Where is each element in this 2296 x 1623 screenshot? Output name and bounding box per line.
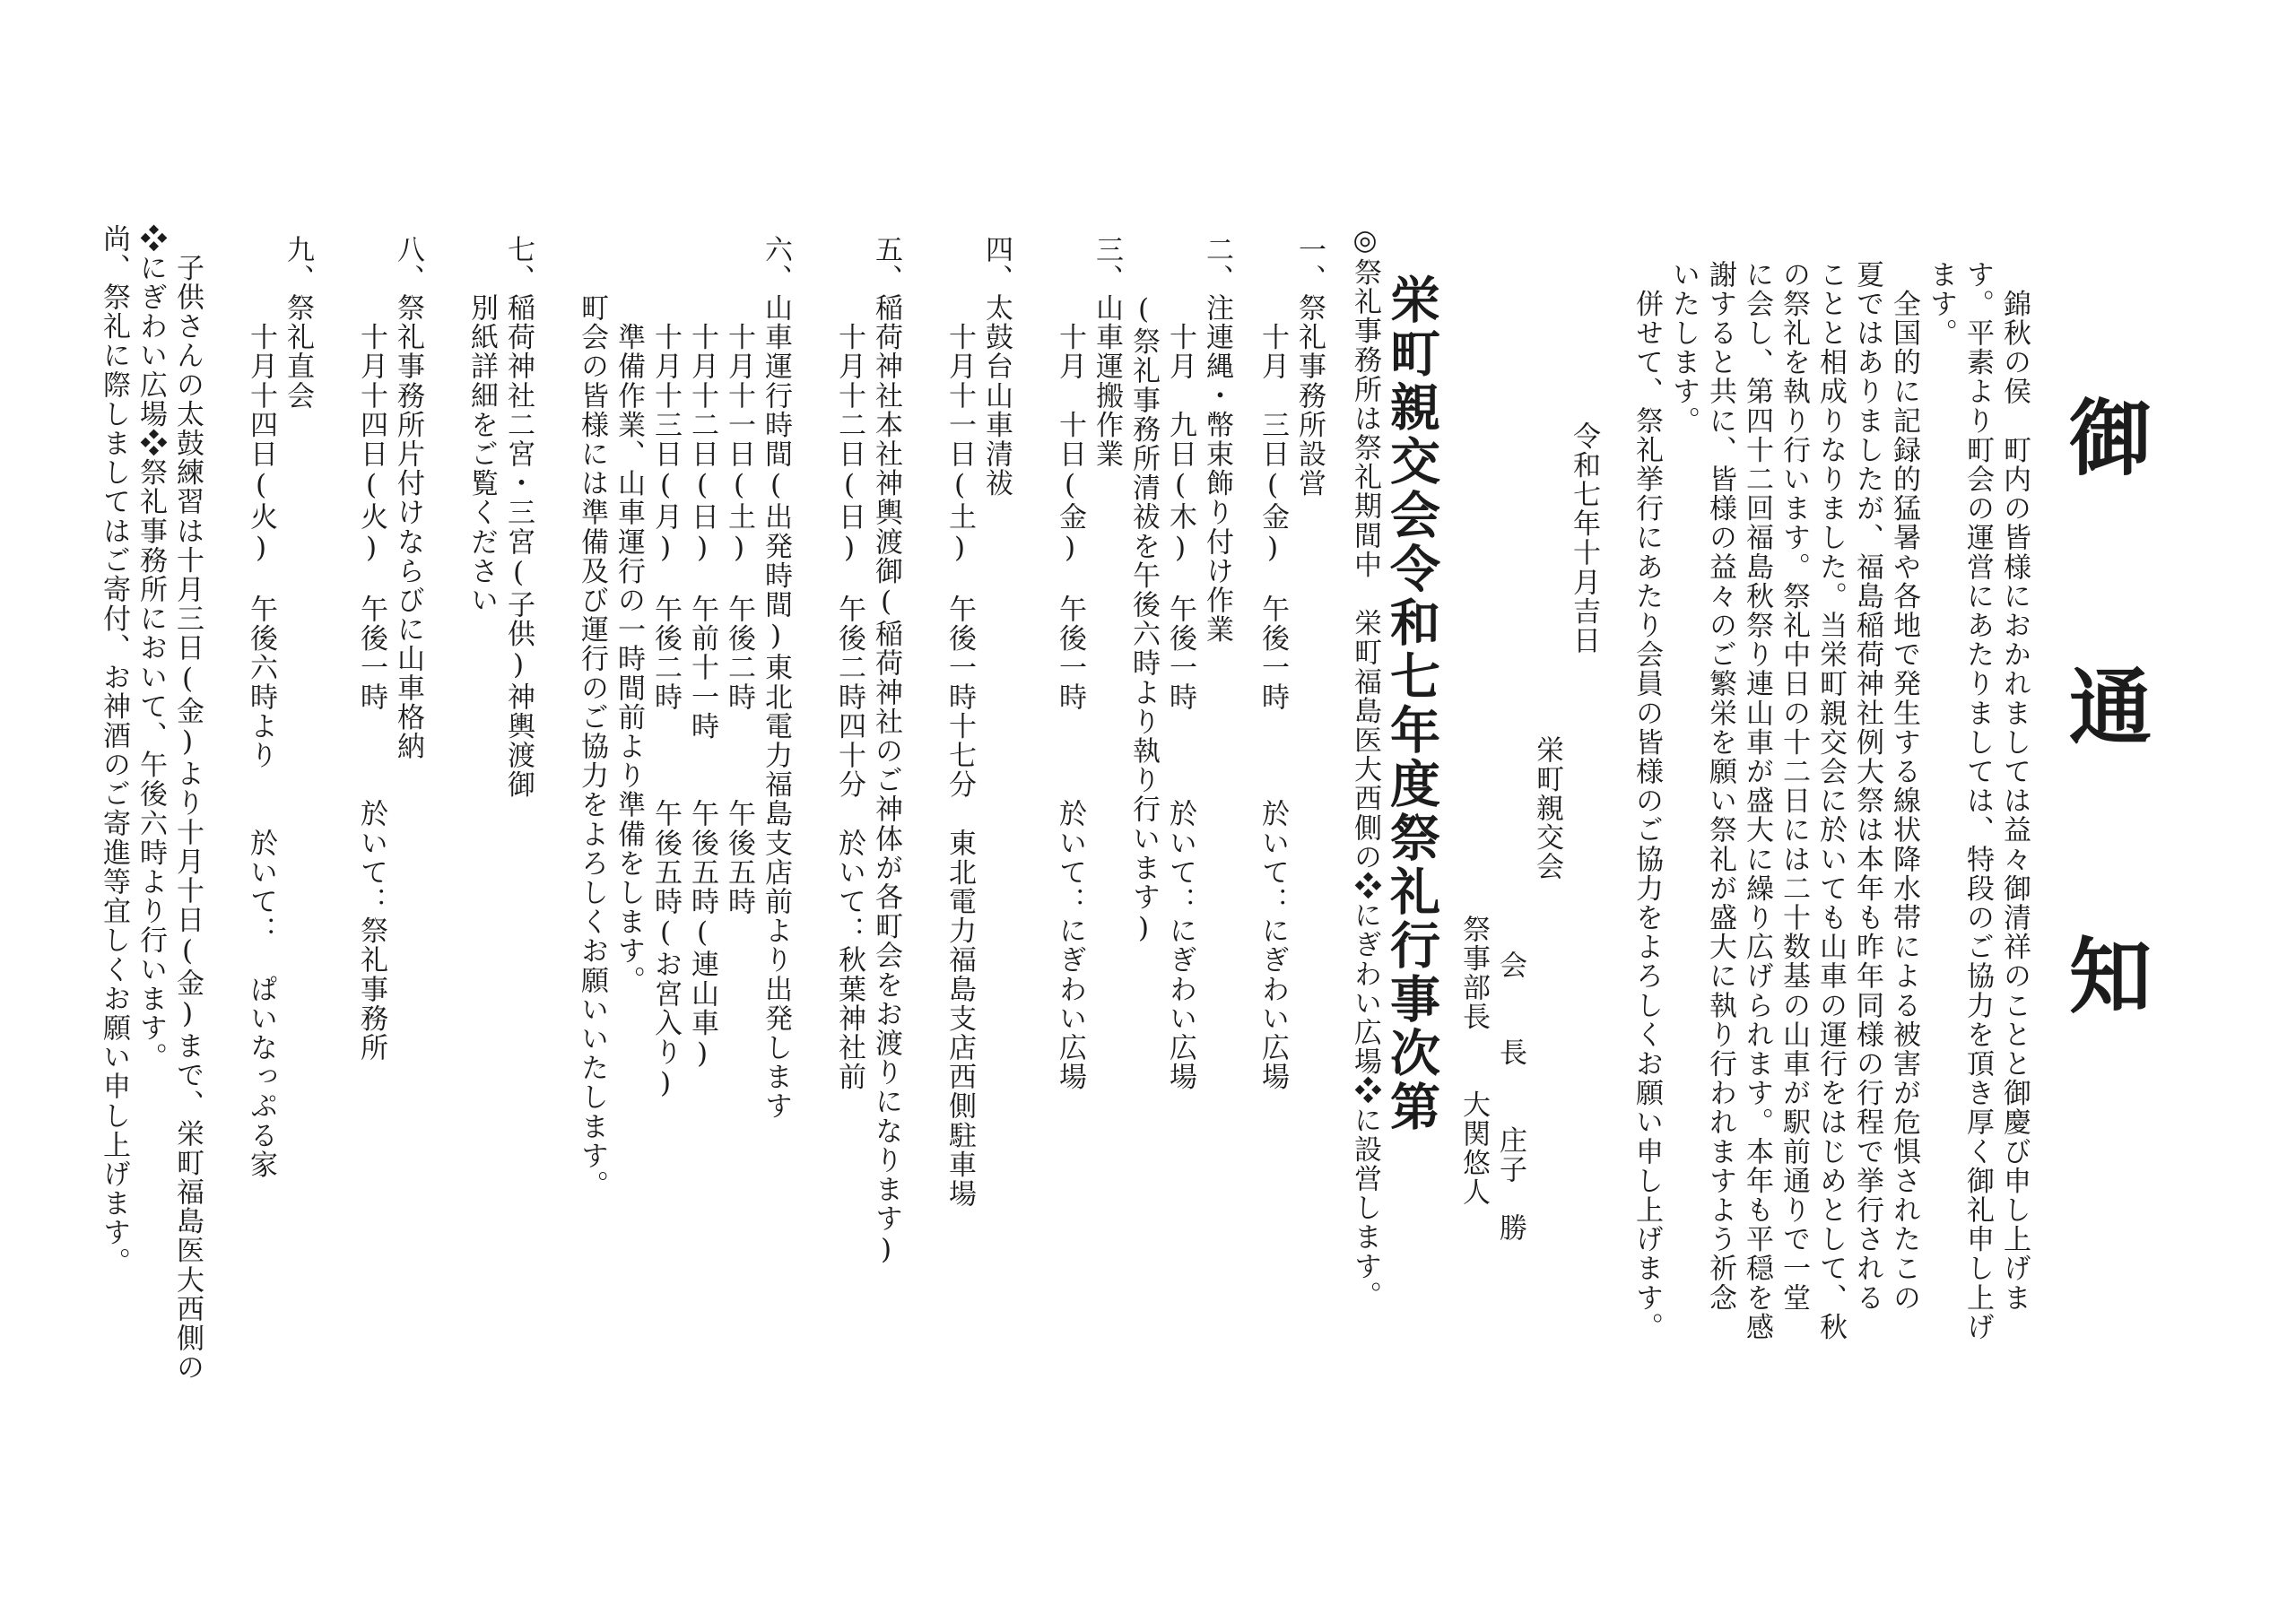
- schedule-item-detail: 十月十二日(日) 午後二時四十分 於いて：秋葉神社前: [833, 235, 865, 1092]
- notice-date: 令和七年十月吉日: [1568, 421, 1600, 655]
- schedule-item-note: (祭礼事務所清祓を午後六時より執り行います): [1127, 235, 1160, 946]
- schedule-item-detail: 十月十二日(日) 午前十一時 午後五時(連山車): [686, 235, 718, 1072]
- greeting-line: いたします。: [1667, 260, 1700, 436]
- schedule-item-title: 四、太鼓台山車清祓: [980, 235, 1013, 499]
- schedule-item-title: 六、山車運行時間(出発時間)東北電力福島支店前より出発します: [760, 235, 792, 1121]
- signer-festival-head: 祭事部長 大関悠人: [1457, 915, 1490, 1207]
- schedule-heading: 栄町親交会令和七年度祭礼行事次第: [1382, 273, 1441, 1134]
- org-name: 栄町親交会: [1531, 735, 1563, 881]
- schedule-item-detail: 十月十一日(土) 午後二時 午後五時: [723, 235, 755, 916]
- schedule-item-title: 三、山車運搬作業: [1091, 235, 1123, 469]
- greeting-line: に会し、第四十二回福島秋祭り連山車が盛大に繰り広げられます。本年も平穏を感: [1741, 260, 1773, 1342]
- greeting-line: 併せて、祭礼挙行にあたり会員の皆様のご協力をよろしくお願い申し上げます。: [1631, 260, 1663, 1342]
- greeting-line: 全国的に記録的猛暑や各地で発生する線状降水帯による被害が危惧されたこの: [1888, 260, 1920, 1313]
- closing-line: 子供さんの太鼓練習は十月三日(金)より十月十日(金)まで、栄町福島医大西側の: [171, 224, 204, 1383]
- schedule-item-title: 七、稲荷神社二宮・三宮(子供)神輿渡御: [502, 235, 535, 800]
- signer-chair: 会 長 庄子 勝: [1494, 950, 1526, 1243]
- schedule-item-detail: 十月十三日(月) 午後二時 午後五時(お宮入り): [649, 235, 682, 1101]
- greeting-line: 謝すると共に、皆様の益々のご繁栄を願い祭礼が盛大に執り行われますよう祈念: [1704, 260, 1736, 1313]
- office-notice: ◎祭礼事務所は祭礼期間中 栄町福島医大西側の❖にぎわい広場❖に設営します。: [1349, 224, 1381, 1311]
- greeting-line: ことと相成りなりました。当栄町親交会に於いても山車の運行をはじめとして、秋: [1814, 260, 1847, 1342]
- schedule-item-title: 五、稲荷神社本社神輿渡御(稲荷神社のご神体が各町会をお渡りになります): [870, 235, 902, 1267]
- greeting-line: 夏ではありましたが、福島稲荷神社例大祭は本年も昨年同様の行程で挙行される: [1851, 260, 1883, 1313]
- schedule-item-detail: 十月 三日(金) 午後一時 於いて：にぎわい広場: [1257, 235, 1289, 1092]
- closing-line: 尚、祭礼に際しましてはご寄付、お神酒のご寄進等宜しくお願い申し上げます。: [98, 224, 130, 1277]
- greeting-line: ます。: [1925, 260, 1957, 348]
- schedule-item-detail: 十月十四日(火) 午後一時 於いて：祭礼事務所: [355, 235, 387, 1063]
- schedule-item-detail: 十月 十日(金) 午後一時 於いて：にぎわい広場: [1054, 235, 1086, 1092]
- schedule-item-note: 別紙詳細をご覧ください: [465, 235, 498, 615]
- closing-line: ❖にぎわい広場❖祭礼事務所において、午後六時より行います。: [135, 224, 167, 1072]
- greeting-line: の祭礼を執り行います。祭礼中日の十二日には二十数基の山車が駅前通りで一堂: [1778, 260, 1810, 1313]
- schedule-item-note: 準備作業、山車運行の一時間前より準備をします。: [613, 235, 645, 995]
- notice-title: 御 通 知: [2056, 395, 2152, 1060]
- schedule-item-detail: 十月十四日(火) 午後六時より 於いて： ぱいなっぷる家: [245, 235, 277, 1180]
- schedule-item-title: 八、祭礼事務所片付けならびに山車格納: [392, 235, 424, 761]
- schedule-item-title: 一、祭礼事務所設営: [1293, 235, 1326, 499]
- schedule-item-title: 九、祭礼直会: [282, 235, 314, 411]
- schedule-item-note: 町会の皆様には準備及び運行のご協力をよろしくお願いいたします。: [576, 235, 608, 1200]
- schedule-item-detail: 十月 九日(木) 午後一時 於いて：にぎわい広場: [1164, 235, 1196, 1092]
- schedule-item-title: 二、注連縄・幣束飾り付け作業: [1201, 235, 1233, 645]
- schedule-item-detail: 十月十一日(土) 午後一時十七分 東北電力福島支店西側駐車場: [944, 235, 976, 1209]
- greeting-line: す。平素より町会の運営にあたりましては、特段のご協力を頂き厚く御礼申し上げ: [1961, 260, 1994, 1342]
- greeting-line: 錦秋の侯 町内の皆様におかれましては益々御清祥のことと御慶び申し上げま: [1998, 260, 2031, 1313]
